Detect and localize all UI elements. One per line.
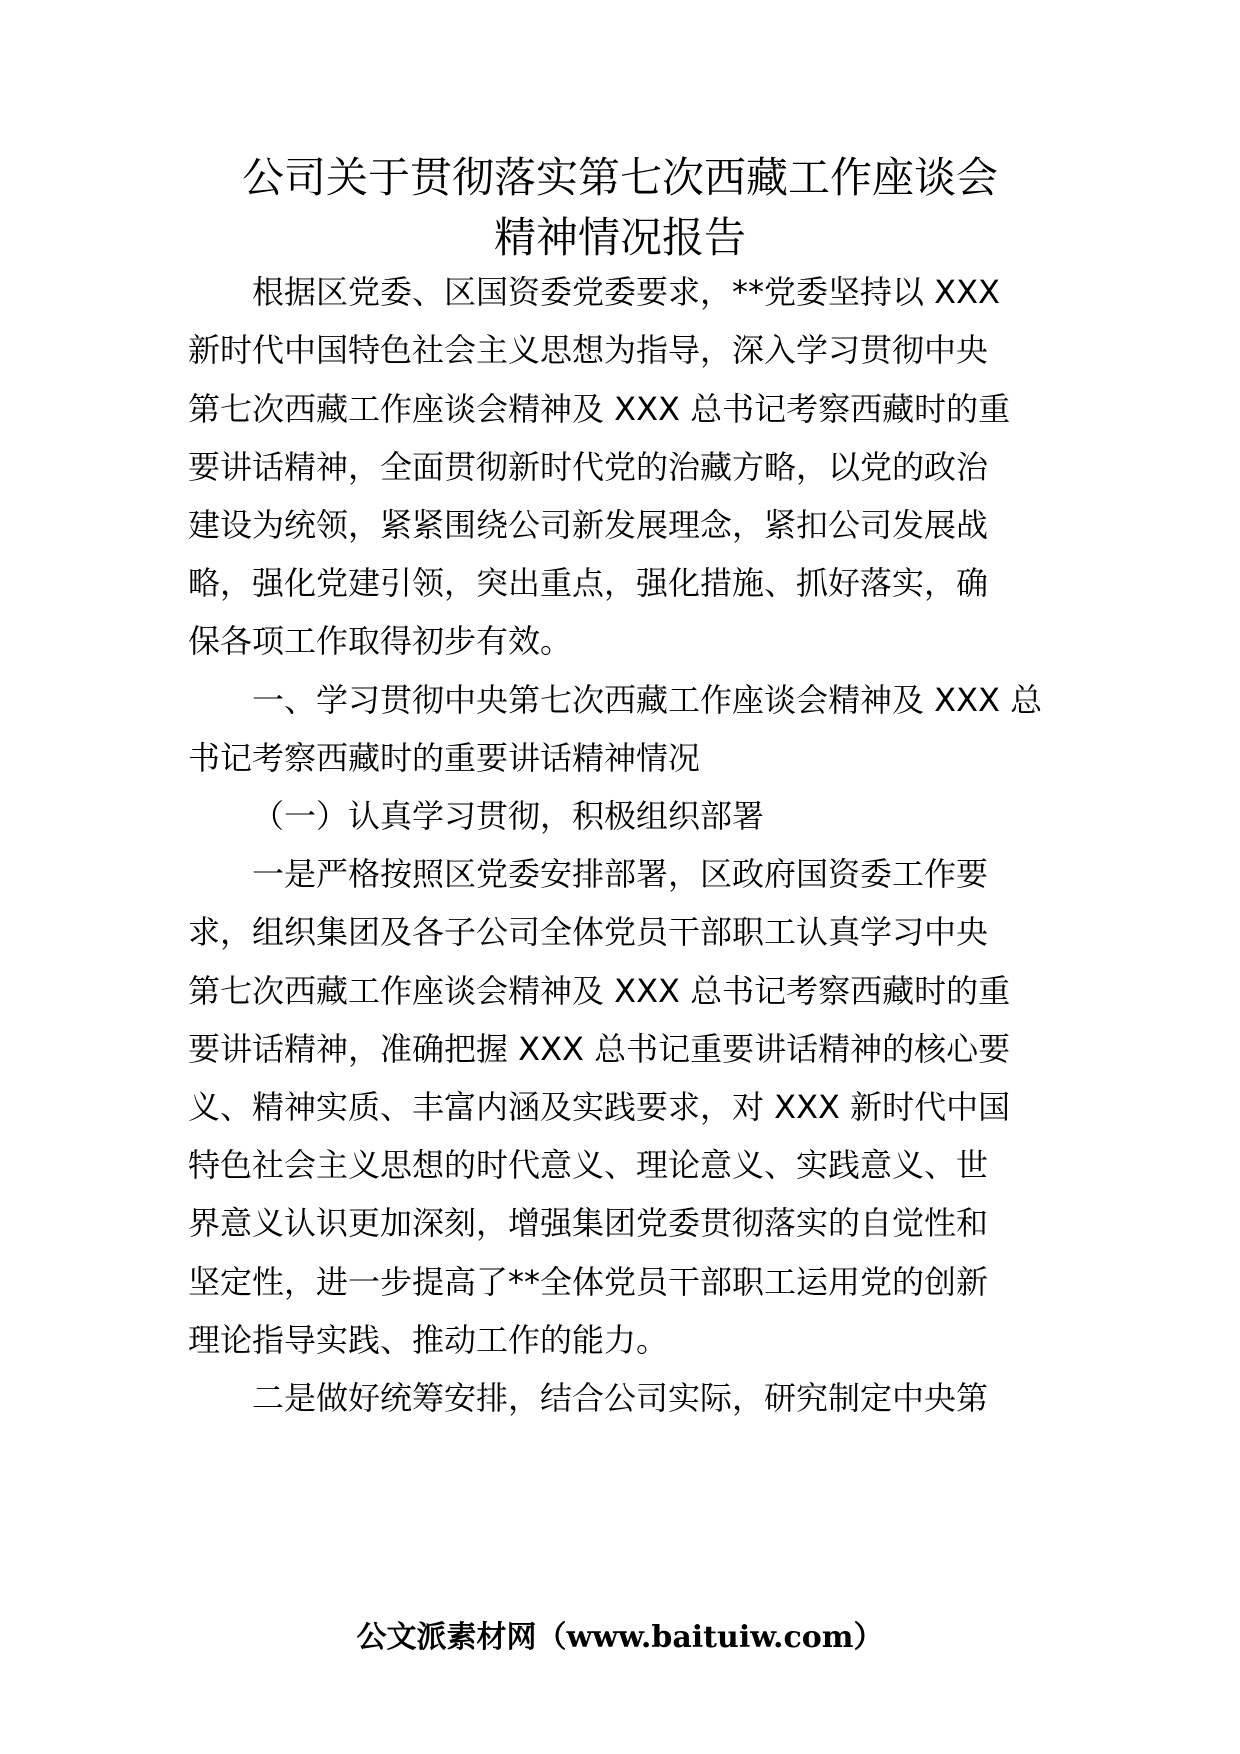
section-heading-line: 书记考察西藏时的重要讲话精神情况: [188, 739, 701, 777]
body-line: 根据区党委、区国资委党委要求，**党委坚持以 XXX: [252, 273, 1000, 311]
body-line: 义、精神实质、丰富内涵及实践要求，对 XXX 新时代中国: [188, 1088, 1011, 1126]
body-line: 坚定性，进一步提高了**全体党员干部职工运用党的创新: [188, 1263, 989, 1301]
footer-source-watermark: 公文派素材网（www.baituiw.com）: [356, 1620, 884, 1655]
body-line: 要讲话精神，全面贯彻新时代党的治藏方略，以党的政治: [188, 448, 989, 486]
body-line: 求，组织集团及各子公司全体党员干部职工认真学习中央: [188, 913, 989, 951]
body-line: 新时代中国特色社会主义思想为指导，深入学习贯彻中央: [188, 331, 989, 369]
body-line: 第七次西藏工作座谈会精神及 XXX 总书记考察西藏时的重: [188, 972, 1011, 1010]
document-title-line-1: 公司关于贯彻落实第七次西藏工作座谈会: [241, 153, 998, 202]
body-line: 要讲话精神，准确把握 XXX 总书记重要讲话精神的核心要: [188, 1030, 1011, 1068]
body-line: 二是做好统筹安排，结合公司实际，研究制定中央第: [252, 1379, 989, 1417]
document-title-line-2: 精神情况报告: [493, 213, 746, 262]
section-heading-line: 一、学习贯彻中央第七次西藏工作座谈会精神及 XXX 总: [252, 681, 1043, 719]
body-line: 第七次西藏工作座谈会精神及 XXX 总书记考察西藏时的重: [188, 390, 1011, 428]
body-line: 略，强化党建引领，突出重点，强化措施、抓好落实，确: [188, 564, 989, 602]
body-line: 界意义认识更加深刻，增强集团党委贯彻落实的自觉性和: [188, 1204, 989, 1242]
body-line: 保各项工作取得初步有效。: [188, 622, 573, 660]
body-line: 特色社会主义思想的时代意义、理论意义、实践意义、世: [188, 1146, 989, 1184]
subsection-heading: （一）认真学习贯彻，积极组织部署: [252, 797, 765, 835]
body-line: 理论指导实践、推动工作的能力。: [188, 1321, 669, 1359]
body-line: 建设为统领，紧紧围绕公司新发展理念，紧扣公司发展战: [188, 506, 989, 544]
body-line: 一是严格按照区党委安排部署，区政府国资委工作要: [252, 855, 989, 893]
